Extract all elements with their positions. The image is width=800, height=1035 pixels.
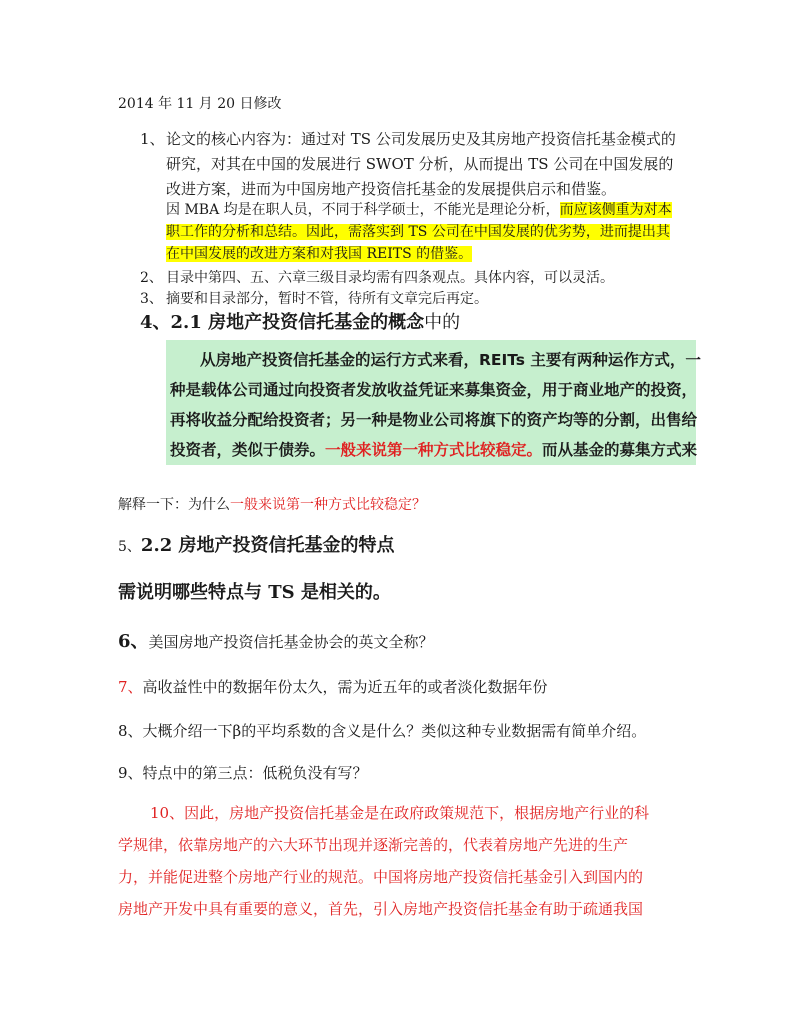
- item-9-line: [118, 762, 368, 783]
- item-2-number: 2、: [140, 270, 163, 286]
- item-9-text: 特点中的第三点：低税负没有写？: [142, 764, 368, 782]
- item-4-heading: 2.1 房地产投资信托基金的概念: [170, 312, 425, 333]
- item-1-line-6: [166, 243, 472, 263]
- item-10-line-2: 学规律，依靠房地产的六大环节出现并逐渐完善的，代表着房地产先进的生产: [118, 836, 629, 854]
- item-4-line: [140, 308, 460, 334]
- item-5-heading: 2.2 房地产投资信托基金的特点: [140, 535, 395, 556]
- item-1-line-3: 改进方案，进而为中国房地产投资信托基金的发展提供启示和借鉴。: [166, 180, 617, 198]
- quote-line-4-tail: 而从基金的募集方式来: [542, 441, 698, 459]
- explain-red: 一般来说第一种方式比较稳定？: [230, 497, 426, 513]
- item-10-line-3: 力，并能促进整个房地产行业的规范。中国将房地产投资信托基金引入到国内的: [118, 868, 644, 886]
- item-1-line-4-plain: 因 MBA 均是在职人员，不同于科学硕士，不能光是理论分析，: [166, 202, 560, 218]
- quote-line-4-red: 一般来说第一种方式比较稳定。: [325, 441, 543, 459]
- item-2-text: 目录中第四、五、六章三级目录均需有四条观点。具体内容，可以灵活。: [166, 270, 614, 286]
- item-8-text: 大概介绍一下β的平均系数的含义是什么？类似这种专业数据需有简单介绍。: [142, 722, 647, 740]
- item-1-line-1: 论文的核心内容为：通过对 TS 公司发展历史及其房地产投资信托基金模式的: [166, 130, 676, 148]
- item-10-line-4: 房地产开发中具有重要的意义，首先，引入房地产投资信托基金有助于疏通我国: [118, 900, 644, 918]
- item-10-line-1: 10、因此，房地产投资信托基金是在政府政策规范下，根据房地产行业的科: [150, 804, 650, 822]
- item-8-number: 8、: [118, 722, 143, 740]
- explain-line: [118, 494, 426, 514]
- item-7-number: 7、: [118, 678, 143, 696]
- item-9-number: 9、: [118, 764, 143, 782]
- item-1-line-6-highlight: 在中国发展的改进方案和对我国 REITS 的借鉴。: [166, 246, 473, 262]
- item-5-line: [118, 531, 395, 557]
- item-3-number: 3、: [140, 291, 163, 307]
- quote-line-3: 再将收益分配给投资者；另一种是物业公司将旗下的资产均等的分割，出售给: [170, 411, 698, 429]
- quote-line-4: [170, 438, 697, 460]
- item-3-text: 摘要和目录部分，暂时不管，待所有文章完后再定。: [166, 291, 488, 307]
- item-5-number: 5、: [118, 539, 141, 555]
- item-5-note: 需说明哪些特点与 TS 是相关的。: [118, 582, 391, 603]
- item-1-number: 1、: [140, 130, 165, 148]
- item-1-line-2: 研究，对其在中国的发展进行 SWOT 分析，从而提出 TS 公司在中国发展的: [166, 155, 674, 173]
- item-4-number: 4、: [140, 312, 171, 333]
- item-1-line-4-highlight: 而应该侧重为对本: [559, 202, 672, 218]
- item-1-line-5-highlight: 职工作的分析和总结。因此，需落实到 TS 公司在中国发展的优劣势，进而提出其: [166, 224, 670, 240]
- explain-plain: 解释一下：为什么: [118, 497, 230, 513]
- date-line: 2014 年 11 月 20 日修改: [118, 96, 282, 112]
- item-6-text: 美国房地产投资信托基金协会的英文全称？: [148, 633, 434, 651]
- quote-line-2: 种是载体公司通过向投资者发放收益凭证来募集资金，用于商业地产的投资，: [170, 381, 698, 399]
- item-6-line: [118, 627, 434, 653]
- item-7-text: 高收益性中的数据年份太久，需为近五年的或者淡化数据年份: [142, 678, 548, 696]
- quote-line-1: 从房地产投资信托基金的运行方式来看，REITs 主要有两种运作方式，一: [200, 351, 701, 369]
- item-1-line-4: [166, 199, 672, 219]
- item-4-suffix: 中的: [424, 312, 461, 333]
- item-7-line: [118, 676, 548, 697]
- item-8-line: [118, 720, 646, 741]
- quote-line-4-plain: 投资者，类似于债券。: [170, 441, 326, 459]
- item-6-number: 6、: [118, 631, 149, 652]
- quote-block: [166, 340, 701, 465]
- item-1-line-5: [166, 221, 670, 241]
